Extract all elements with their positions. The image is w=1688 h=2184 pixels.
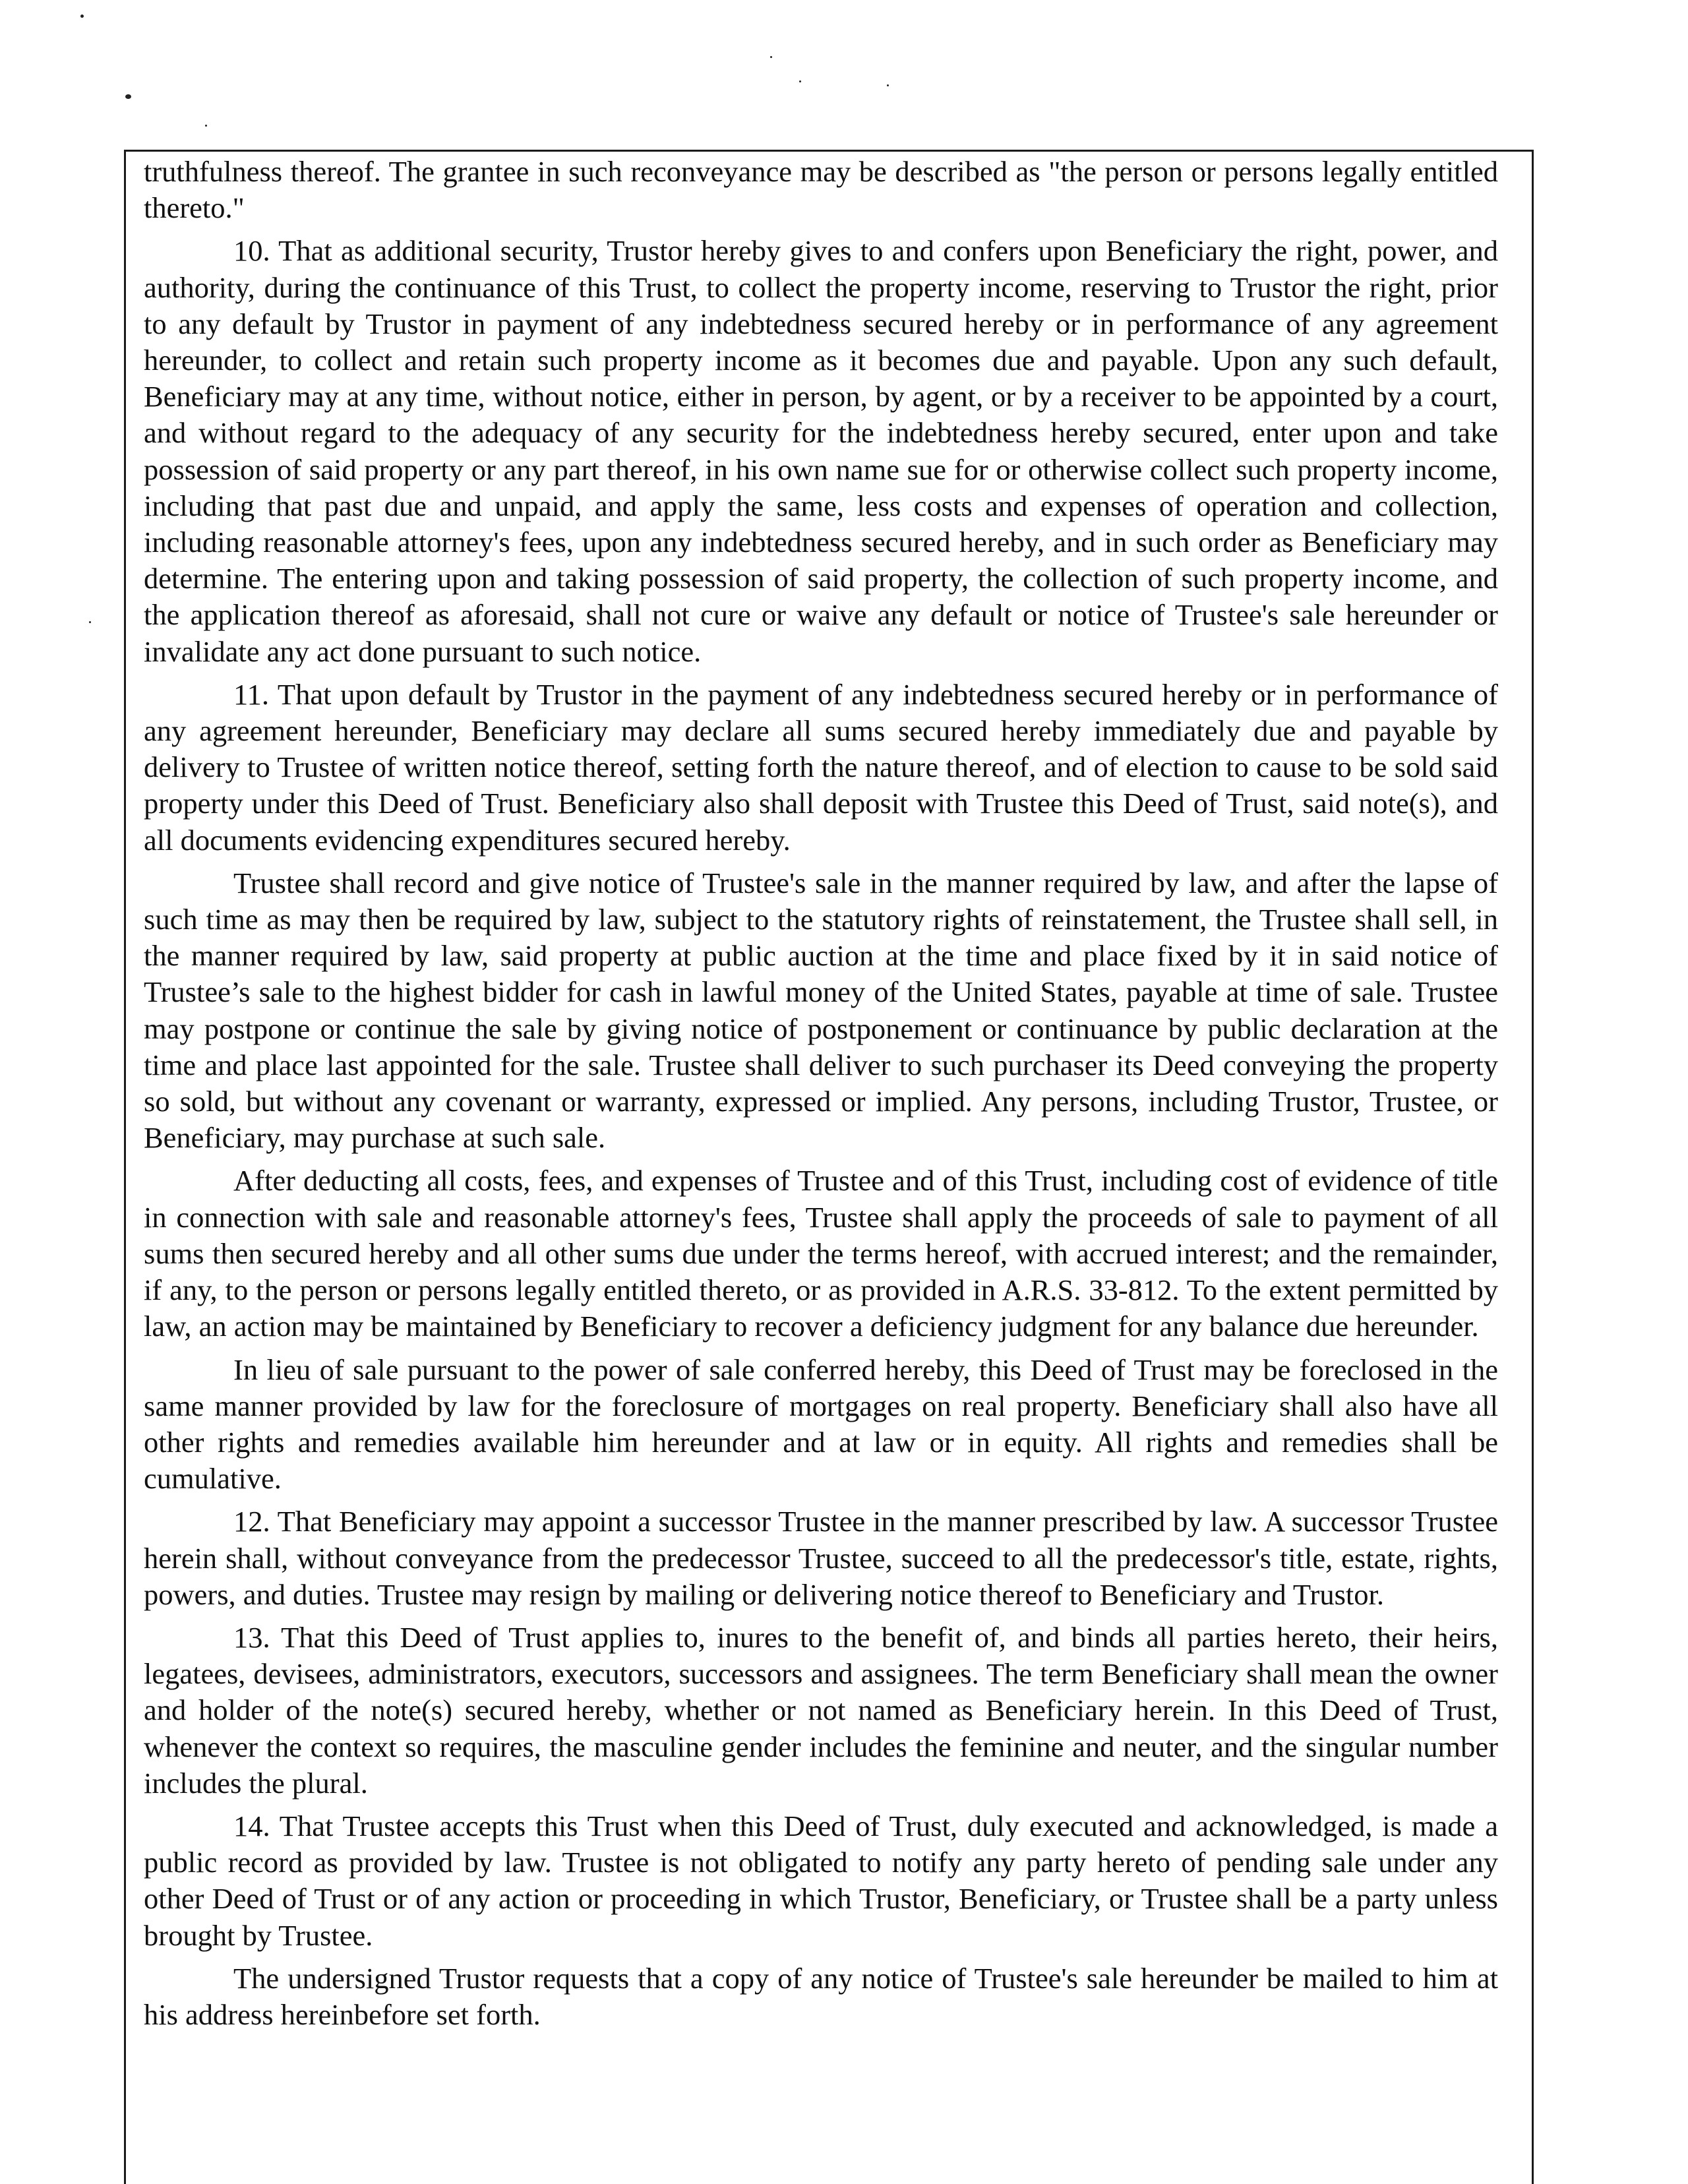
paragraph-13-binding-effect: 13. That this Deed of Trust applies to, inures to the benefit of, and binds all parties hereto, their heirs, legatees, devisees, administrators, executors, successors and assignees. The term Beneficiary shall mean the owner and holder of the note(s) secured hereby, whether or not named as Beneficiary herein. In this Deed of Trust, whenever the context so requires, the masculine gender includes the feminine and neuter, and the singular number includes the plural. (144, 1620, 1498, 1800)
scan-speck (89, 621, 91, 623)
scan-speck (80, 15, 84, 18)
scan-speck (799, 80, 801, 82)
scan-speck (125, 94, 131, 99)
document-body (144, 154, 1498, 2040)
scan-speck (205, 125, 207, 127)
scan-speck (770, 56, 772, 58)
paragraph-foreclosure: In lieu of sale pursuant to the power of sale conferred hereby, this Deed of Trust may be foreclosed in the same manner provided by law for the foreclosure of mortgages on real property. Beneficiary shall also have all other rights and remedies available him hereunder and at law or in equity. All rights and remedies shall be cumulative. (144, 1352, 1498, 1496)
scan-speck (887, 84, 889, 86)
paragraph-continuation: truthfulness thereof. The grantee in such reconveyance may be described as "the person or persons legally entitled thereto." (144, 155, 1498, 225)
paragraph-trustee-sale: Trustee shall record and give notice of Trustee's sale in the manner required by law, and after the lapse of such time as may then be required by law, subject to the statutory rights of reinstatement, the Trustee shall sell, in the manner required by law, said property at public auction at the time and place fixed by it in said notice of Trustee’s sale to the highest bidder for cash in lawful money of the United States, payable at time of sale. Trustee may postpone or continue the sale by giving notice of postponement or continuance by public declaration at the time and place last appointed for the sale. Trustee shall deliver to such purchaser its Deed conveying the property so sold, but without any covenant or warranty, expressed or implied. Any persons, including Trustor, Trustee, or Beneficiary, may purchase at such sale. (144, 866, 1498, 1155)
paragraph-12-successor-trustee: 12. That Beneficiary may appoint a successor Trustee in the manner prescribed by law. A successor Trustee herein shall, without conveyance from the predecessor Trustee, succeed to all the predecessor's title, estate, rights, powers, and duties. Trustee may resign by mailing or delivering notice thereof to Beneficiary and Trustor. (144, 1505, 1498, 1611)
paragraph-notice-request: The undersigned Trustor requests that a copy of any notice of Trustee's sale hereunder be mailed to him at his address hereinbefore set forth. (144, 1961, 1498, 2031)
paragraph-14-trustee-acceptance: 14. That Trustee accepts this Trust when this Deed of Trust, duly executed and acknowledged, is made a public record as provided by law. Trustee is not obligated to notify any party hereto of pending sale under any other Deed of Trust or of any action or proceeding in which Trustor, Beneficiary, or Trustee shall be a party unless brought by Trustee. (144, 1809, 1498, 1952)
paragraph-10-assignment-of-rents: 10. That as additional security, Trustor hereby gives to and confers upon Beneficiary the right, power, and authority, during the continuance of this Trust, to collect the property income, reserving to Trustor the right, prior to any default by Trustor in payment of any indebtedness secured hereby or in performance of any agreement hereunder, to collect and retain such property income as it becomes due and payable. Upon any such default, Beneficiary may at any time, without notice, either in person, by agent, or by a receiver to be appointed by a court, and without regard to the adequacy of any security for the indebtedness hereby secured, enter upon and take possession of said property or any part thereof, in his own name sue for or otherwise collect such property income, including that past due and unpaid, and apply the same, less costs and expenses of operation and collection, including reasonable attorney's fees, upon any indebtedness secured hereby, and in such order as Beneficiary may determine. The entering upon and taking possession of said property, the collection of such property income, and the application thereof as aforesaid, shall not cure or waive any default or notice of Trustee's sale hereunder or invalidate any act done pursuant to such notice. (144, 234, 1498, 668)
paragraph-sale-proceeds: After deducting all costs, fees, and expenses of Trustee and of this Trust, including cost of evidence of title in connection with sale and reasonable attorney's fees, Trustee shall apply the proceeds of sale to payment of all sums then secured hereby and all other sums due under the terms hereof, with accrued interest; and the remainder, if any, to the person or persons legally entitled thereto, or as provided in A.R.S. 33-812. To the extent permitted by law, an action may be maintained by Beneficiary to recover a deficiency judgment for any balance due hereunder. (144, 1164, 1498, 1343)
paragraph-11-default: 11. That upon default by Trustor in the payment of any indebtedness secured hereby or in performance of any agreement hereunder, Beneficiary may declare all sums secured hereby immediately due and payable by delivery to Trustee of written notice thereof, setting forth the nature thereof, and of election to cause to be sold said property under this Deed of Trust. Beneficiary also shall deposit with Trustee this Deed of Trust, said note(s), and all documents evidencing expenditures secured hereby. (144, 677, 1498, 857)
